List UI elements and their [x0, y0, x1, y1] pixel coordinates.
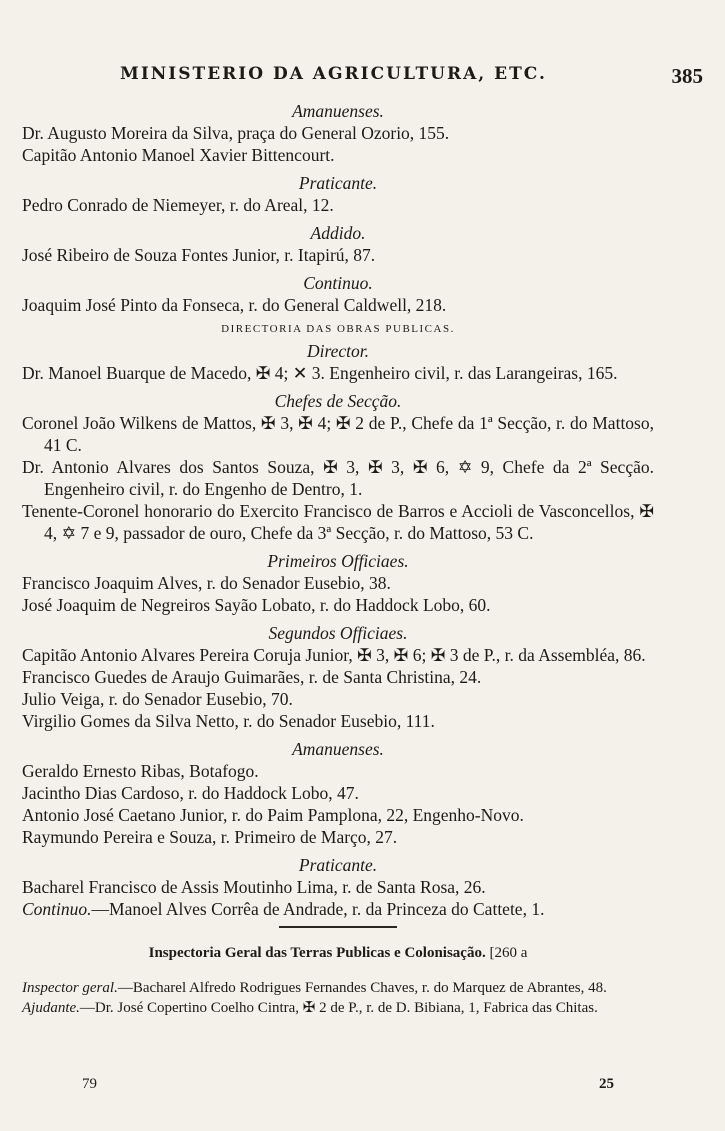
section-title: Amanuenses. — [292, 101, 384, 121]
section-title: Addido. — [310, 223, 366, 243]
entry: Capitão Antonio Manoel Xavier Bittencourt. — [22, 145, 335, 165]
continuo-entry — [22, 898, 654, 920]
section-title: Chefes de Secção. — [274, 391, 402, 411]
section-title: Continuo. — [303, 273, 373, 293]
section-title: Segundos Officiaes. — [268, 623, 408, 643]
entry: Geraldo Ernesto Ribas, Botafogo. — [22, 761, 259, 781]
signature-left: 79 — [82, 1076, 97, 1092]
entry: Joaquim José Pinto da Fonseca, r. do General Caldwell, 218. — [22, 295, 447, 315]
entry: Dr. Manoel Buarque de Macedo, ✠ 4; ✕ 3. Engenheiro civil, r. das Larangeiras, 165. — [22, 363, 618, 383]
entry: Raymundo Pereira e Souza, r. Primeiro de Março, 27. — [22, 827, 398, 847]
section-title: Director. — [306, 341, 370, 361]
inspectoria-title: Inspectoria Geral das Terras Publicas e Colonisação. — [148, 945, 486, 961]
directoria-title: DIRECTORIA DAS OBRAS PUBLICAS. — [221, 323, 455, 335]
entry: Francisco Guedes de Araujo Guimarães, r. de Santa Christina, 24. — [22, 667, 482, 687]
entry: Pedro Conrado de Niemeyer, r. do Areal, 12. — [22, 195, 334, 215]
inspectoria-heading — [22, 943, 654, 963]
entry: Virgilio Gomes da Silva Netto, r. do Senador Eusebio, 111. — [22, 711, 435, 731]
entry: Capitão Antonio Alvares Pereira Coruja Junior, ✠ 3, ✠ 6; ✠ 3 de P., r. da Assembléa, 86. — [22, 645, 646, 665]
entry: Jacintho Dias Cardoso, r. do Haddock Lobo, 47. — [22, 783, 359, 803]
entry — [22, 978, 654, 998]
entry: Dr. Augusto Moreira da Silva, praça do General Ozorio, 155. — [22, 123, 450, 143]
page-content — [22, 100, 654, 1018]
section-title: Amanuenses. — [292, 739, 384, 759]
entry: Tenente-Coronel honorario do Exercito Francisco de Barros e Accioli de Vasconcellos, ✠ 4, ✡ 7 e 9, passador de ouro, Chefe da 3ª Secção, r. do Mattoso, 53 C. — [22, 501, 654, 543]
inspectoria-block — [22, 943, 654, 1018]
continuo-text: —Manoel Alves Corrêa de Andrade, r. da Princeza do Cattete, 1. — [91, 899, 545, 919]
page-header — [22, 64, 703, 104]
entry — [22, 998, 654, 1018]
section-title: Praticante. — [298, 855, 378, 875]
section-title: Praticante. — [298, 173, 378, 193]
running-title: MINISTERIO DA AGRICULTURA, ETC. — [120, 64, 547, 84]
entry-text: —Bacharel Alfredo Rodrigues Fernandes Chaves, r. do Marquez de Abrantes, 48. — [117, 980, 607, 996]
role-label: Ajudante. — [22, 1000, 80, 1016]
role-label: Inspector geral. — [22, 980, 118, 996]
section-title: Primeiros Officiaes. — [267, 551, 409, 571]
entry: José Ribeiro de Souza Fontes Junior, r. Itapirú, 87. — [22, 245, 376, 265]
continuo-label: Continuo. — [22, 899, 92, 919]
entry-text: —Dr. José Copertino Coelho Cintra, ✠ 2 de P., r. de D. Bibiana, 1, Fabrica das Chitas. — [79, 1000, 598, 1016]
entry: Antonio José Caetano Junior, r. do Paim Pamplona, 22, Engenho-Novo. — [22, 805, 524, 825]
entry: Francisco Joaquim Alves, r. do Senador Eusebio, 38. — [22, 573, 391, 593]
entry: José Joaquim de Negreiros Sayão Lobato, r. do Haddock Lobo, 60. — [22, 595, 491, 615]
entry: Julio Veiga, r. do Senador Eusebio, 70. — [22, 689, 293, 709]
page-number: 385 — [671, 64, 703, 88]
signature-right: 25 — [599, 1076, 614, 1092]
section-divider — [279, 926, 397, 928]
inspectoria-ref: [260 a — [489, 945, 528, 961]
entry: Dr. Antonio Alvares dos Santos Souza, ✠ 3, ✠ 3, ✠ 6, ✡ 9, Chefe da 2ª Secção. Engenheiro civil, r. do Engenho de Dentro, 1. — [22, 457, 654, 499]
entry: Bacharel Francisco de Assis Moutinho Lima, r. de Santa Rosa, 26. — [22, 877, 486, 897]
entry: Coronel João Wilkens de Mattos, ✠ 3, ✠ 4; ✠ 2 de P., Chefe da 1ª Secção, r. do Mattoso, 41 C. — [22, 413, 654, 455]
